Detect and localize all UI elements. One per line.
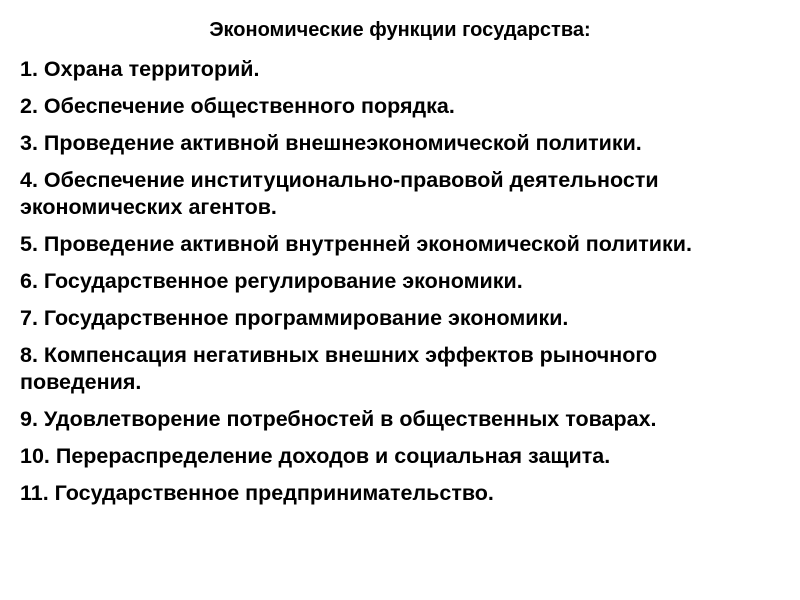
page-title: Экономические функции государства:	[209, 19, 591, 41]
list-item: 9. Удовлетворение потребностей в общественных товарах.	[20, 407, 657, 431]
list-item: 3. Проведение активной внешнеэкономической политики.	[20, 131, 642, 155]
list-item: 7. Государственное программирование экономики.	[20, 306, 569, 330]
list-item: 2. Обеспечение общественного порядка.	[20, 94, 455, 118]
list-item: 8. Компенсация негативных внешних эффектов рыночного поведения.	[20, 343, 658, 394]
list-item: 6. Государственное регулирование экономики.	[20, 269, 523, 293]
list-item: 10. Перераспределение доходов и социальная защита.	[20, 444, 611, 468]
functions-list	[20, 56, 780, 517]
list-item: 5. Проведение активной внутренней экономической политики.	[20, 232, 692, 256]
list-item: 11. Государственное предпринимательство.	[20, 481, 494, 505]
list-item: 4. Обеспечение институционально-правовой деятельности экономических агентов.	[20, 168, 659, 219]
list-item: 1. Охрана территорий.	[20, 57, 260, 81]
